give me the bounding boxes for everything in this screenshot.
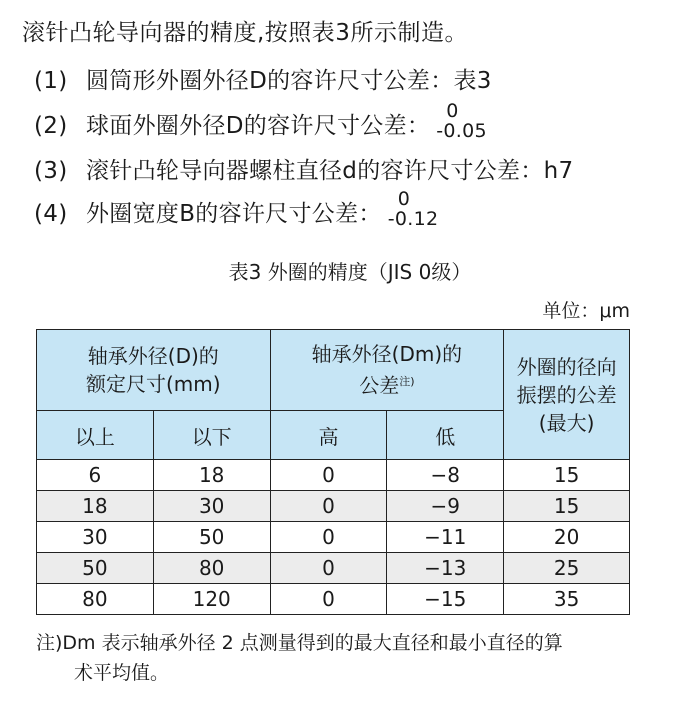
cell-low: −9 (387, 491, 504, 522)
table-row (37, 522, 630, 553)
header-tolerance: 轴承外径(Dm)的 公差$^{注)}$ (270, 330, 504, 411)
cell-over: 18 (37, 491, 154, 522)
cell-runout: 15 (504, 460, 630, 491)
cell-high: 0 (270, 553, 387, 584)
cell-incl: 30 (153, 491, 270, 522)
header-nominal-size: 轴承外径(D)的 额定尺寸(mm) (37, 330, 271, 411)
cell-incl: 80 (153, 553, 270, 584)
cell-runout: 35 (504, 584, 630, 615)
table-row (37, 491, 630, 522)
accuracy-table (36, 329, 630, 615)
cell-over: 80 (37, 584, 154, 615)
cell-low: −13 (387, 553, 504, 584)
cell-incl: 120 (153, 584, 270, 615)
cell-high: 0 (270, 491, 387, 522)
cell-high: 0 (270, 522, 387, 553)
spec-item-1 (34, 62, 492, 95)
footnote-line-1: 注)Dm 表示轴承外径 2 点测量得到的最大直径和最小直径的算 (36, 632, 563, 654)
tolerance-upper: 0 (397, 187, 411, 210)
tolerance-lower: -0.12 (387, 207, 439, 230)
item-number: (2) (34, 113, 68, 139)
intro-text: 滚针凸轮导向器的精度,按照表3所示制造。 (22, 20, 468, 46)
tolerance-lower: -0.05 (436, 119, 487, 142)
cell-low: −11 (387, 522, 504, 553)
item-number: (4) (34, 201, 68, 227)
cell-runout: 20 (504, 522, 630, 553)
cell-runout: 15 (504, 491, 630, 522)
cell-high: 0 (270, 584, 387, 615)
spec-item-4 (34, 187, 458, 230)
header-low: 低 (387, 411, 504, 460)
item-number: (3) (34, 158, 68, 184)
item-text: 球面外圈外径D的容许尺寸公差： (86, 113, 431, 139)
note-mark: 注) (399, 375, 415, 389)
spec-item-3 (34, 152, 573, 185)
tolerance-stack (387, 187, 458, 230)
cell-over: 6 (37, 460, 154, 491)
cell-incl: 50 (153, 522, 270, 553)
table-row (37, 553, 630, 584)
item-number: (1) (34, 68, 68, 94)
header-incl: 以下 (153, 411, 270, 460)
header-radial-runout: 外圈的径向 振摆的公差 (最大) (504, 330, 630, 460)
table-row (37, 460, 630, 491)
tolerance-stack (436, 99, 506, 142)
cell-high: 0 (270, 460, 387, 491)
footnote-line-2: 术平均值。 (74, 662, 170, 684)
cell-over: 50 (37, 553, 154, 584)
tolerance-upper: 0 (446, 99, 459, 122)
header-high: 高 (270, 411, 387, 460)
item-text: 圆筒形外圈外径D的容许尺寸公差：表3 (86, 68, 492, 94)
table-row (37, 584, 630, 615)
cell-runout: 25 (504, 553, 630, 584)
cell-low: −8 (387, 460, 504, 491)
item-text: 外圈宽度B的容许尺寸公差： (86, 201, 382, 227)
cell-incl: 18 (153, 460, 270, 491)
unit-label: 单位：μm (542, 300, 630, 322)
cell-low: −15 (387, 584, 504, 615)
footnote (36, 628, 656, 688)
cell-over: 30 (37, 522, 154, 553)
spec-item-2 (34, 99, 506, 142)
item-text: 滚针凸轮导向器螺柱直径d的容许尺寸公差：h7 (86, 158, 574, 184)
header-over: 以上 (37, 411, 154, 460)
table-title: 表3 外圈的精度（JIS 0级） (228, 260, 472, 284)
